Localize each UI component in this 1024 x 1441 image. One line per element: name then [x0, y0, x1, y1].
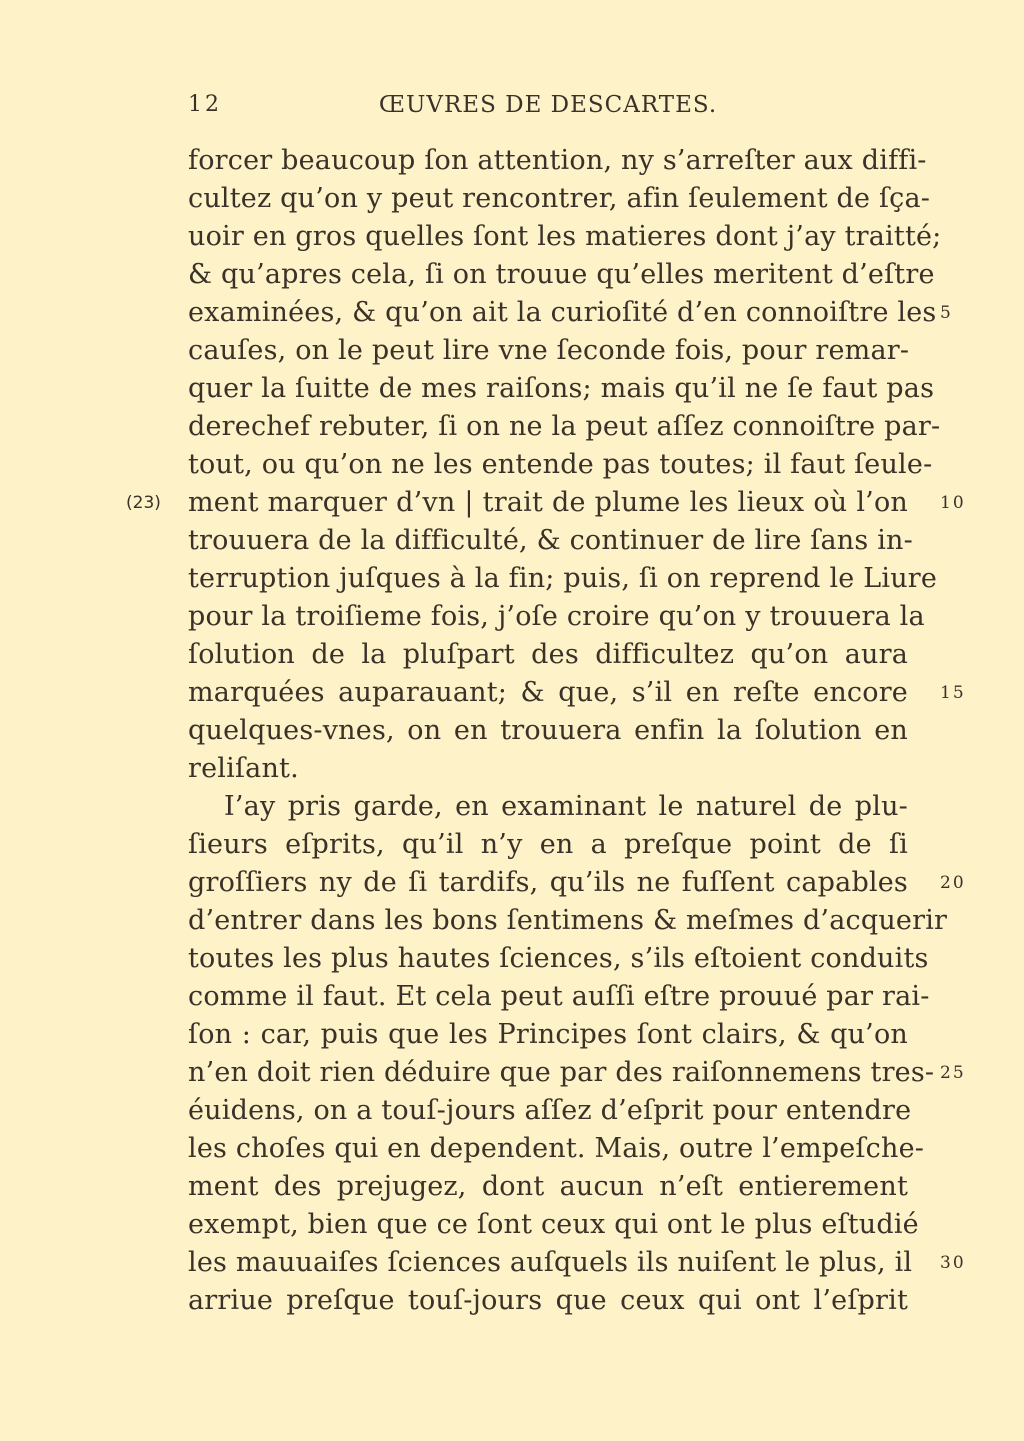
page-number: 12: [188, 92, 222, 117]
line-number-marker: 10: [940, 493, 966, 513]
running-title: ŒUVRES DE DESCARTES.: [378, 92, 718, 118]
page-header: [188, 92, 908, 128]
line-number-marker: 20: [940, 873, 966, 893]
text-line: ſieurs eſprits, qu’il n’y en a preſque point de ſi: [188, 829, 908, 860]
text-line: cauſes, on le peut lire vne ſeconde fois, pour remar-: [188, 335, 910, 366]
text-line: toutes les plus hautes ſciences, s’ils eſtoient conduits: [188, 943, 929, 974]
text-line: arriue preſque touſ-jours que ceux qui ont l’eſprit: [188, 1285, 908, 1316]
text-line: cultez qu’on y peut rencontrer, afin ſeulement de ſça-: [188, 183, 931, 214]
text-line: ſolution de la pluſpart des difficultez qu’on aura: [188, 639, 908, 670]
line-number-marker: 15: [940, 683, 966, 703]
text-line: comme il faut. Et cela peut auſſi eſtre prouué par rai-: [188, 981, 930, 1012]
text-line: examinées, & qu’on ait la curioſité d’en connoiſtre les: [188, 297, 937, 328]
text-line: & qu’apres cela, ſi on trouue qu’elles meritent d’eſtre: [188, 259, 935, 290]
text-line: n’en doit rien déduire que par des raiſonnemens tres-: [188, 1057, 935, 1088]
line-number-marker: 25: [940, 1063, 966, 1083]
line-number-marker: 5: [940, 303, 953, 323]
text-line: marquées auparauant; & que, s’il en reſte encore: [188, 677, 908, 708]
text-line: quelques-vnes, on en trouuera enfin la ſolution en: [188, 715, 908, 746]
text-line: pour la troiſieme fois, j’oſe croire qu’on y trouuera la: [188, 601, 925, 632]
text-line: uoir en gros quelles ſont les matieres dont j’ay traitté;: [188, 221, 942, 252]
text-line: reliſant.: [188, 753, 299, 784]
text-line: éuidens, on a touſ-jours aſſez d’eſprit pour entendre: [188, 1095, 912, 1126]
text-line: groſſiers ny de ſi tardifs, qu’ils ne fuſſent capables: [188, 867, 908, 898]
text-line: ment marquer d’vn | trait de plume les lieux où l’on: [188, 487, 908, 518]
text-line: tout, ou qu’on ne les entende pas toutes; il faut ſeule-: [188, 449, 933, 480]
text-line: quer la ſuitte de mes raiſons; mais qu’il ne ſe faut pas: [188, 373, 935, 404]
text-line: d’entrer dans les bons ſentimens & meſmes d’acquerir: [188, 905, 948, 936]
text-line: les choſes qui en dependent. Mais, outre l’empeſche-: [188, 1133, 925, 1164]
text-line: exempt, bien que ce ſont ceux qui ont le plus eſtudié: [188, 1209, 919, 1240]
text-line: forcer beaucoup ſon attention, ny s’arreſter aux diffi-: [188, 145, 927, 176]
text-line: derechef rebuter, ſi on ne la peut aſſez connoiſtre par-: [188, 411, 941, 442]
text-line: I’ay pris garde, en examinant le naturel de plu-: [224, 791, 908, 822]
text-line: les mauuaiſes ſciences auſquels ils nuiſent le plus, il: [188, 1247, 913, 1278]
line-number-marker: 30: [940, 1253, 966, 1273]
text-line: terruption juſques à la fin; puis, ſi on reprend le Liure: [188, 563, 938, 594]
margin-page-reference: (23): [126, 493, 161, 513]
text-line: trouuera de la difficulté, & continuer de lire ſans in-: [188, 525, 913, 556]
text-line: ſon : car, puis que les Principes ſont clairs, & qu’on: [188, 1019, 908, 1050]
text-line: ment des prejugez, dont aucun n’eſt entierement: [188, 1171, 908, 1202]
